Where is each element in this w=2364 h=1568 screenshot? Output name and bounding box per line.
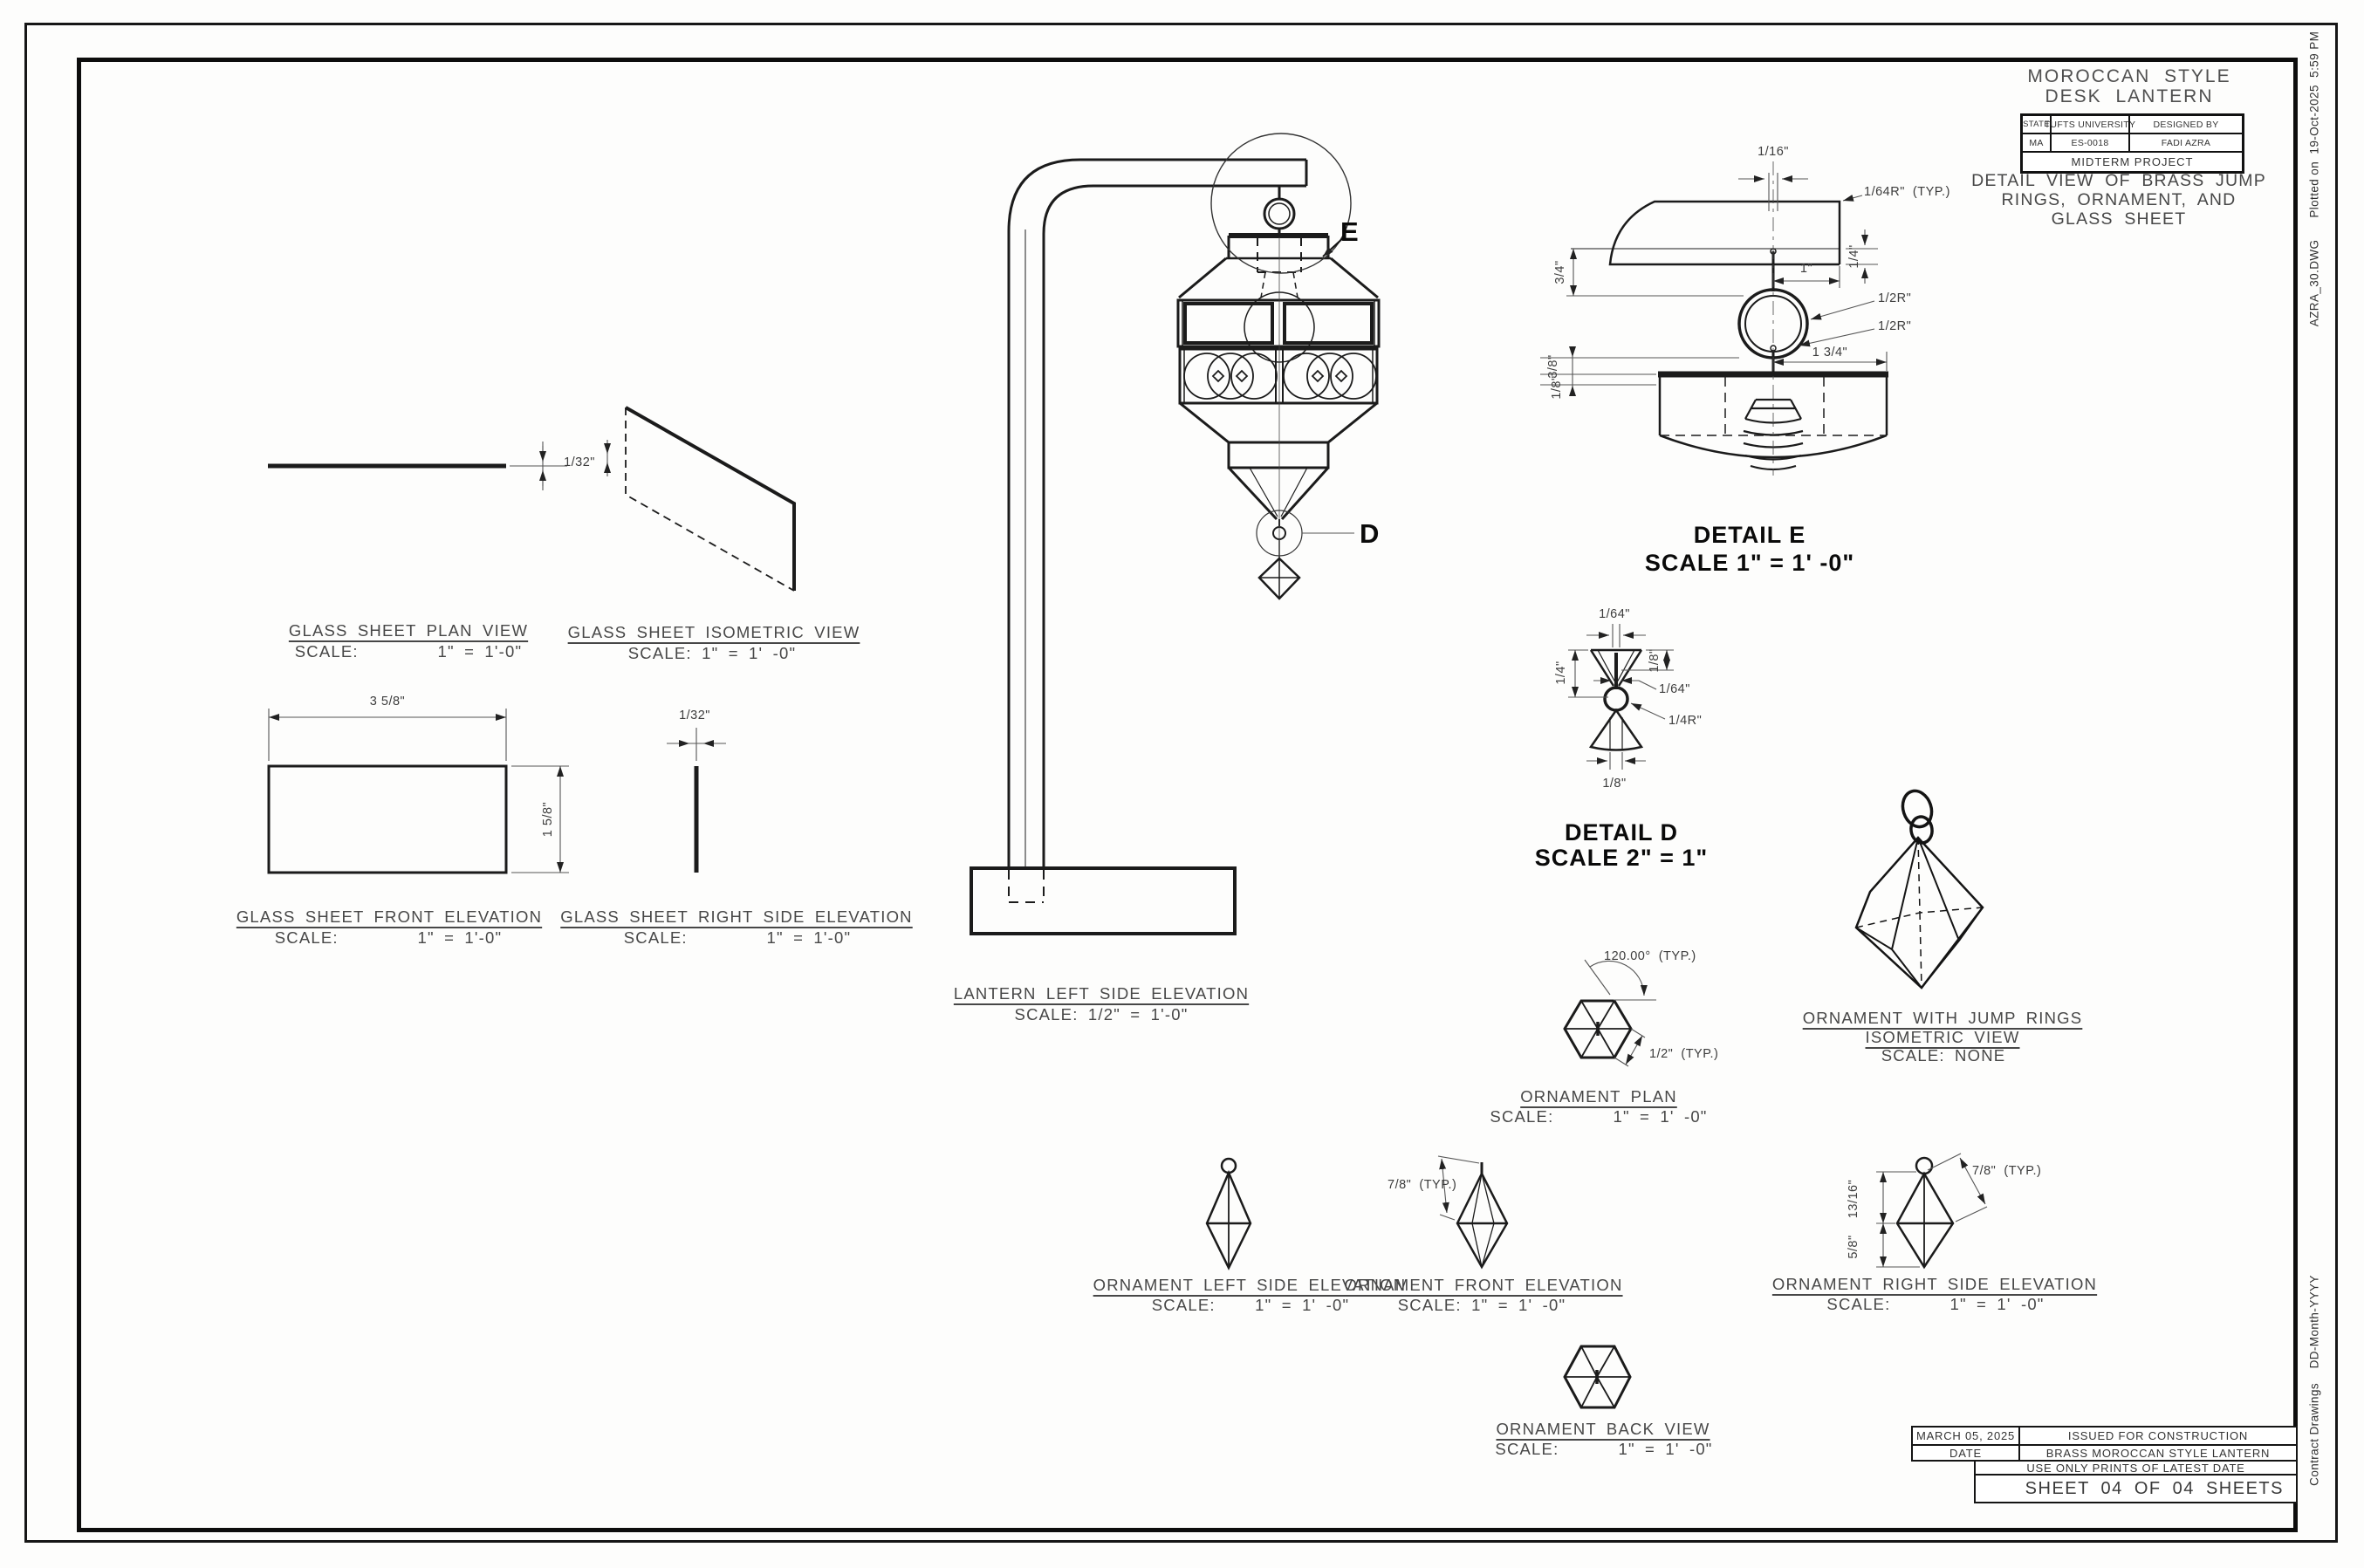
- glass-iso-scale: SCALE: 1" = 1' -0": [627, 644, 797, 662]
- contract-drawings-note: Contract Drawings DD-Month-YYYY: [2307, 1275, 2321, 1486]
- dim-glass-plan-thickness: 1/32": [564, 455, 595, 469]
- detail-d-title: DETAIL D: [1564, 819, 1679, 846]
- ornament-left-scale: SCALE: 1" = 1' -0": [1151, 1296, 1350, 1314]
- ornament-iso-subtitle: ISOMETRIC VIEW: [1865, 1028, 2020, 1046]
- dim-detail-d-inner: 1/8": [1648, 648, 1662, 673]
- revision-issued-for: ISSUED FOR CONSTRUCTION: [2067, 1429, 2249, 1442]
- state-value-cell: MA: [2022, 134, 2051, 152]
- dim-glass-front-width: 3 5/8": [369, 695, 406, 709]
- glass-right-scale: SCALE: 1" = 1'-0": [623, 928, 852, 947]
- sheet-description-line2: RINGS, ORNAMENT, AND: [2001, 190, 2237, 209]
- detail-d-ring: [1605, 688, 1627, 710]
- revision-date-value: MARCH 05, 2025: [1913, 1428, 2020, 1444]
- dim-detail-e-drop: 3/4": [1553, 260, 1567, 284]
- glass-front-title: GLASS SHEET FRONT ELEVATION: [236, 907, 543, 926]
- sheet-description-line1: DETAIL VIEW OF BRASS JUMP: [1971, 171, 2266, 190]
- ornament-left-title: ORNAMENT LEFT SIDE ELEVATION: [1093, 1276, 1407, 1294]
- glass-iso-drawing: [607, 407, 794, 591]
- designed-by-label-cell: DESIGNED BY: [2129, 115, 2243, 134]
- ornament-plan-title: ORNAMENT PLAN: [1520, 1087, 1677, 1106]
- glass-right-drawing: [667, 728, 726, 873]
- lantern-scale: SCALE: 1/2" = 1'-0": [1014, 1005, 1189, 1024]
- ornament-back-drawing: [1565, 1346, 1630, 1407]
- dim-glass-front-height: 1 5/8": [541, 801, 555, 838]
- ornament-left-drawing: [1207, 1159, 1251, 1268]
- glass-window-right: [1285, 304, 1372, 343]
- dim-ornament-right-edge: 7/8" (TYP.): [1972, 1164, 2042, 1178]
- sheet-description-line3: GLASS SHEET: [2051, 209, 2187, 229]
- dim-detail-d-rod: 1/64": [1599, 607, 1630, 621]
- dim-detail-e-arm: 1/4": [1847, 244, 1861, 269]
- ornament-iso-title: ORNAMENT WITH JUMP RINGS: [1802, 1009, 2083, 1027]
- ornament-front-scale: SCALE: 1" = 1' -0": [1397, 1296, 1566, 1314]
- dim-glass-right-thickness: 1/32": [679, 709, 710, 722]
- dim-ornament-right-lower: 5/8": [1847, 1235, 1860, 1259]
- detail-d-scale: SCALE 2" = 1": [1534, 845, 1709, 871]
- dim-detail-e-fillet: 1/64R" (TYP.): [1864, 185, 1950, 199]
- glass-front-drawing: [269, 709, 569, 873]
- ornament-back-scale: SCALE: 1" = 1' -0": [1495, 1440, 1713, 1458]
- designer-cell: FADI AZRA: [2129, 134, 2243, 152]
- university-cell: TUFTS UNIVERSITY: [2051, 115, 2129, 134]
- lantern-elevation-drawing: [971, 134, 1379, 934]
- lamp-post-outer: [1009, 160, 1306, 868]
- revision-date-label: DATE: [1913, 1446, 2020, 1460]
- title-block-table: [2020, 113, 2244, 174]
- dim-detail-e-offset: 1": [1799, 262, 1813, 276]
- lamp-post-inner: [1044, 186, 1306, 868]
- project-type-cell: MIDTERM PROJECT: [2022, 152, 2243, 172]
- ornament-right-title: ORNAMENT RIGHT SIDE ELEVATION: [1771, 1275, 2098, 1293]
- dim-ornament-plan-side: 1/2" (TYP.): [1649, 1047, 1719, 1061]
- dim-ornament-plan-angle: 120.00° (TYP.): [1604, 949, 1696, 963]
- dim-detail-e-gap: 3/8": [1546, 354, 1560, 379]
- ornament-plan-scale: SCALE: 1" = 1' -0": [1490, 1107, 1708, 1126]
- dim-ornament-right-upper: 13/16": [1847, 1179, 1860, 1219]
- dim-detail-e-ring-outer: 1/2R": [1878, 291, 1912, 305]
- detail-d-drawing: [1568, 624, 1674, 770]
- detail-e-tag: E: [1340, 216, 1359, 247]
- dim-detail-d-base: 1/8": [1602, 777, 1627, 791]
- revision-row-date: [1911, 1426, 2298, 1446]
- ornament-iso-drawing: [1856, 787, 1983, 988]
- dim-detail-e-cap: 1 3/4": [1812, 346, 1848, 359]
- lamp-base: [971, 868, 1235, 934]
- lantern-title: LANTERN LEFT SIDE ELEVATION: [953, 984, 1250, 1003]
- ornament-front-title: ORNAMENT FRONT ELEVATION: [1344, 1276, 1623, 1294]
- glass-window-left: [1185, 304, 1272, 343]
- pierced-pattern: [1184, 353, 1376, 399]
- detail-e-title: DETAIL E: [1693, 522, 1806, 548]
- dim-ornament-front-edge: 7/8" (TYP.): [1388, 1178, 1457, 1192]
- dim-detail-e-lip: 1/8": [1550, 375, 1564, 400]
- dim-detail-d-ring: 1/4R": [1669, 714, 1703, 728]
- detail-e-scale: SCALE 1" = 1' -0": [1644, 550, 1855, 576]
- ornament-back-title: ORNAMENT BACK VIEW: [1496, 1420, 1710, 1438]
- dim-detail-e-rod: 1/16": [1758, 145, 1789, 159]
- detail-e-drawing: [1540, 161, 1888, 476]
- revision-project-name: BRASS MOROCCAN STYLE LANTERN: [2045, 1446, 2271, 1460]
- course-code-cell: ES-0018: [2051, 134, 2129, 152]
- glass-right-title: GLASS SHEET RIGHT SIDE ELEVATION: [560, 907, 913, 926]
- project-title-line2: DESK LANTERN: [2045, 86, 2214, 106]
- dim-detail-d-cone: 1/4": [1554, 661, 1568, 685]
- glass-plan-scale: SCALE: 1" = 1'-0": [294, 642, 523, 661]
- glass-plan-drawing: [268, 442, 567, 490]
- ornament-right-scale: SCALE: 1" = 1' -0": [1826, 1295, 2045, 1313]
- ornament-plan-drawing: [1565, 960, 1656, 1066]
- ornament-front-drawing: [1438, 1156, 1507, 1267]
- dim-detail-e-ring-inner: 1/2R": [1878, 319, 1912, 333]
- glass-plan-title: GLASS SHEET PLAN VIEW: [288, 621, 529, 640]
- sheet-number-row: SHEET 04 OF 04 SHEETS: [1974, 1474, 2298, 1503]
- glass-iso-title: GLASS SHEET ISOMETRIC VIEW: [567, 623, 860, 641]
- state-label-cell: STATE: [2022, 115, 2051, 134]
- detail-d-tag: D: [1360, 518, 1380, 549]
- ornament-right-drawing: [1876, 1154, 1987, 1267]
- plot-stamp-note: AZRA_30.DWG Plotted on 19-Oct-2025 5:59 PM: [2307, 31, 2321, 327]
- latest-date-note-row: USE ONLY PRINTS OF LATEST DATE: [1974, 1460, 2298, 1476]
- dim-detail-d-wire: 1/64": [1659, 682, 1690, 696]
- project-title-line1: MOROCCAN STYLE: [2027, 66, 2231, 86]
- ornament-iso-scale: SCALE: NONE: [1881, 1046, 2006, 1065]
- revision-row-label: [1911, 1444, 2298, 1462]
- glass-front-scale: SCALE: 1" = 1'-0": [274, 928, 503, 947]
